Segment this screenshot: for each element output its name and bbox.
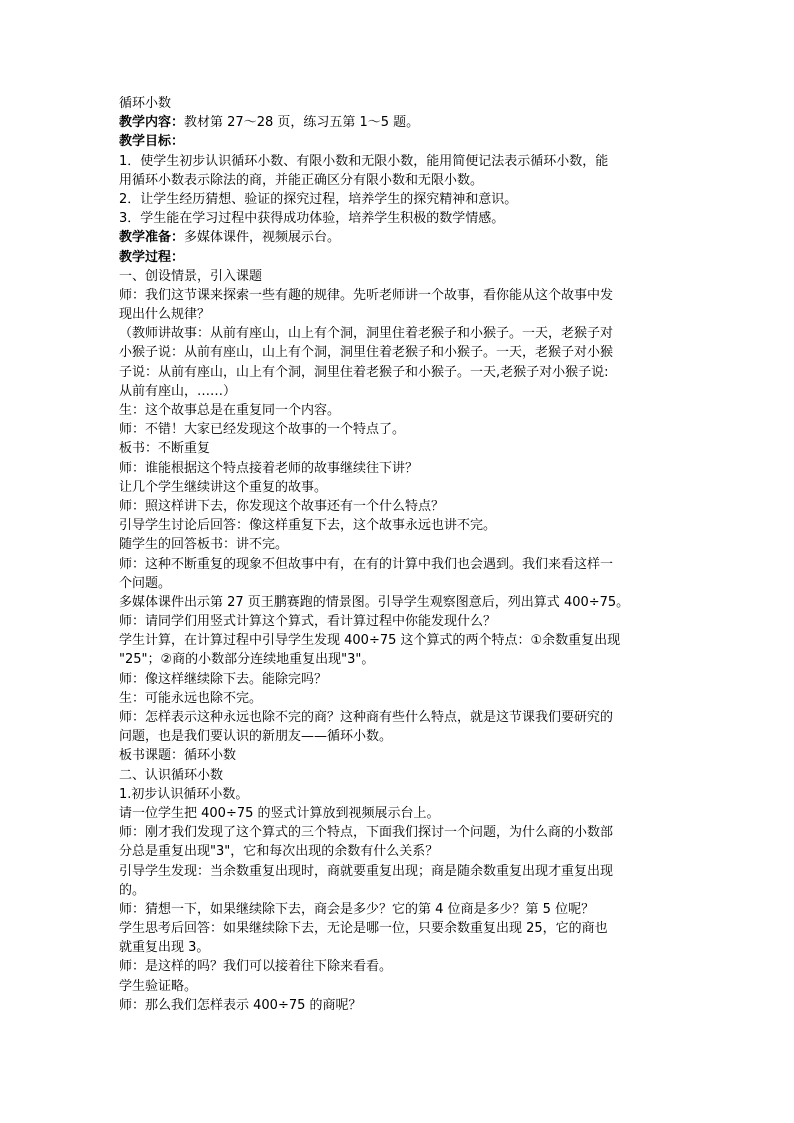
process-line: 多媒体课件出示第 27 页王鹏赛跑的情景图。引导学生观察图意后，列出算式 400÷75。 xyxy=(119,594,630,610)
prep-text: 多媒体课件，视频展示台。 xyxy=(184,230,341,246)
process-line: 从前有座山，……） xyxy=(119,383,237,399)
goal-line: 2．让学生经历猜想、验证的探究过程，培养学生的探究精神和意识。 xyxy=(119,191,518,207)
process-line: 生：可能永远也除不完。 xyxy=(119,690,263,706)
process-line: 引导学生讨论后回答：像这样重复下去，这个故事永远也讲不完。 xyxy=(119,518,497,534)
process-line: 让几个学生继续讲这个重复的故事。 xyxy=(119,479,328,495)
process-line: 一、创设情景，引入课题 xyxy=(119,268,263,284)
process-line: （教师讲故事：从前有座山，山上有个洞，洞里住着老猴子和小猴子。一天，老猴子对 xyxy=(119,326,614,342)
process-line: 生：这个故事总是在重复同一个内容。 xyxy=(119,403,341,418)
process-line: "25"；②商的小数部分连续地重复出现"3"。 xyxy=(119,652,375,668)
process-line: 引导学生发现：当余数重复出现时，商就要重复出现；商是随余数重复出现才重复出现 xyxy=(119,863,614,879)
process-line: 学生验证略。 xyxy=(119,978,198,994)
process-line: 学生思考后回答：如果继续除下去，无论是哪一位，只要余数重复出现 25，它的商也 xyxy=(119,921,608,937)
content-line xyxy=(119,113,684,132)
process-line: 1.初步认识循环小数。 xyxy=(119,786,249,802)
process-line: 小猴子说：从前有座山，山上有个洞，洞里住着老猴子和小猴子。一天，老猴子对小猴 xyxy=(119,345,614,361)
process-line: 师：怎样表示这种永远也除不完的商？这种商有些什么特点，就是这节课我们要研究的 xyxy=(119,710,614,725)
process-line: 的。 xyxy=(119,882,146,898)
process-line: 师：不错！大家已经发现这个故事的一个特点了。 xyxy=(119,422,406,438)
prep-label: 教学准备： xyxy=(119,230,185,246)
process-line: 师：像这样继续除下去。能除完吗？ xyxy=(119,671,328,687)
process-line: 师：我们这节课来探索一些有趣的规律。先听老师讲一个故事，看你能从这个故事中发 xyxy=(119,287,614,303)
process-line: 板书：不断重复 xyxy=(119,441,211,457)
process-line: 师：是这样的吗？我们可以接着往下除来看看。 xyxy=(119,959,393,975)
process-line: 板书课题：循环小数 xyxy=(119,748,237,764)
content-text: 教材第 27～28 页，练习五第 1～5 题。 xyxy=(184,115,420,131)
process-line: 师：猜想一下，如果继续除下去，商会是多少？它的第 4 位商是多少？第 5 位呢？ xyxy=(119,901,595,917)
process-line: 分总是重复出现"3"，它和每次出现的余数有什么关系？ xyxy=(119,844,439,860)
process-heading: 教学过程： xyxy=(119,249,185,265)
goal-line: 用循环小数表示除法的商，并能正确区分有限小数和无限小数。 xyxy=(119,172,484,188)
goal-line: 1．使学生初步认识循环小数、有限小数和无限小数，能用简便记法表示循环小数，能 xyxy=(119,153,609,169)
process-line: 学生计算，在计算过程中引导学生发现 400÷75 这个算式的两个特点：①余数重复出现 xyxy=(119,633,621,649)
process-line: 现出什么规律？ xyxy=(119,307,211,323)
process-line: 师：照这样讲下去，你发现这个故事还有一个什么特点？ xyxy=(119,498,445,514)
prep-line xyxy=(119,228,684,247)
process-line: 师：那么我们怎样表示 400÷75 的商呢？ xyxy=(119,997,362,1013)
process-line: 二、认识循环小数 xyxy=(119,767,224,783)
process-line: 个问题。 xyxy=(119,575,172,591)
process-line: 子说：从前有座山，山上有个洞，洞里住着老猴子和小猴子。一天,老猴子对小猴子说: xyxy=(119,364,609,380)
document-page xyxy=(119,94,684,1015)
process-line: 问题，也是我们要认识的新朋友——循环小数。 xyxy=(119,729,393,745)
doc-title: 循环小数 xyxy=(119,96,172,111)
process-line: 师：请同学们用竖式计算这个算式，看计算过程中你能发现什么？ xyxy=(119,614,497,630)
content-label: 教学内容： xyxy=(119,115,185,131)
goals-heading: 教学目标： xyxy=(119,134,185,150)
process-line: 师：刚才我们发现了这个算式的三个特点，下面我们探讨一个问题，为什么商的小数部 xyxy=(119,825,614,841)
process-line: 就重复出现 3。 xyxy=(119,940,210,956)
process-line: 师：这种不断重复的现象不但故事中有，在有的计算中我们也会遇到。我们来看这样一 xyxy=(119,556,614,572)
process-line: 请一位学生把 400÷75 的竖式计算放到视频展示台上。 xyxy=(119,805,440,821)
process-line: 随学生的回答板书：讲不完。 xyxy=(119,537,289,553)
goal-line: 3．学生能在学习过程中获得成功体验，培养学生积极的数学情感。 xyxy=(119,211,505,227)
process-line: 师：谁能根据这个特点接着老师的故事继续往下讲？ xyxy=(119,460,419,476)
